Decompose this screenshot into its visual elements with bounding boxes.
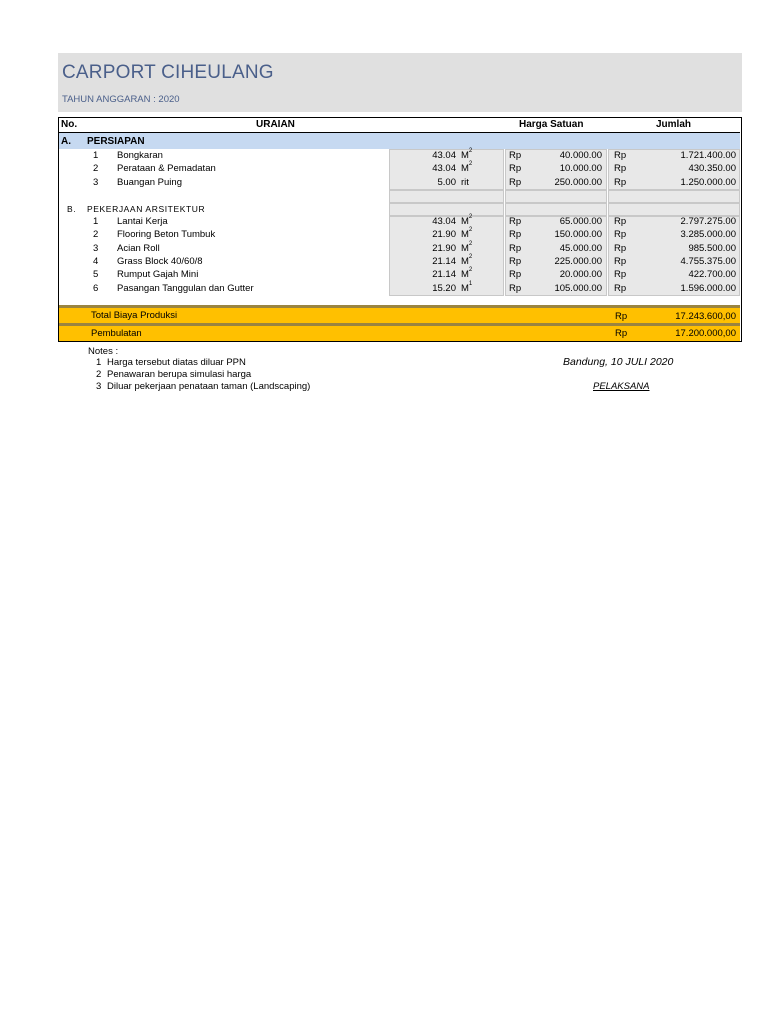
row-item: Bongkaran (117, 150, 163, 161)
note-number: 3 (96, 381, 102, 392)
row-number: 5 (93, 269, 99, 281)
row-price-rp: Rp (509, 150, 522, 161)
row-number: 1 (93, 216, 99, 227)
row-price: 40.000.00 (559, 150, 602, 161)
row-item: Pasangan Tanggulan dan Gutter (117, 282, 254, 294)
row-qty: 43.04 (432, 216, 456, 227)
row-unit: $M^2$ (461, 227, 473, 241)
table-row (59, 242, 740, 255)
cell-background (389, 190, 504, 203)
row-unit: $M^1$ (461, 280, 473, 294)
row-qty: 5.00 (437, 176, 456, 188)
pelaksana-label: PELAKSANA (593, 381, 650, 392)
row-unit: $M^2$ (461, 214, 473, 227)
header-no: No. (61, 119, 78, 130)
row-total: 3.285.000.00 (680, 229, 736, 241)
row-qty: 21.90 (432, 229, 456, 241)
row-price-rp: Rp (509, 216, 522, 227)
pembulatan-value: 17.200.000,00 (675, 328, 736, 339)
note-text: Harga tersebut diatas diluar PPN (107, 357, 246, 368)
row-unit: $M^2$ (461, 240, 473, 254)
note-text: Penawaran berupa simulasi harga (107, 369, 252, 380)
row-unit-superscript: 2 (468, 267, 473, 274)
row-number: 3 (93, 176, 99, 188)
row-unit-superscript: 2 (468, 161, 473, 168)
note-number: 2 (96, 369, 102, 380)
row-total-rp: Rp (614, 282, 627, 294)
row-item: Lantai Kerja (117, 216, 168, 227)
row-total: 4.755.375.00 (680, 255, 736, 267)
table-header (59, 118, 740, 133)
row-price-rp: Rp (509, 163, 522, 175)
row-number: 2 (93, 163, 99, 175)
pembulatan-label: Pembulatan (91, 328, 142, 339)
row-price-rp: Rp (509, 229, 522, 241)
cost-table (58, 117, 742, 342)
row-total: 1.250.000.00 (680, 176, 736, 188)
row-qty: 21.90 (432, 242, 456, 254)
row-price: 150.000.00 (554, 229, 602, 241)
row-unit: $M^2$ (461, 161, 473, 175)
row-price-rp: Rp (509, 269, 522, 281)
row-total-rp: Rp (614, 229, 627, 241)
row-qty: 21.14 (432, 269, 456, 281)
row-price: 20.000.00 (559, 269, 602, 281)
budget-year: TAHUN ANGGARAN : 2020 (62, 94, 180, 105)
row-total-rp: Rp (614, 242, 627, 254)
row-unit-superscript: 2 (468, 227, 473, 234)
row-qty: 43.04 (432, 163, 456, 175)
pembulatan-row (59, 326, 740, 341)
row-price-rp: Rp (509, 242, 522, 254)
row-unit: rit (461, 176, 469, 188)
row-total: 430.350.00 (688, 163, 736, 175)
row-total-rp: Rp (614, 216, 627, 227)
row-total: 1.721.400.00 (680, 150, 736, 161)
cell-background (608, 190, 740, 203)
row-price: 225.000.00 (554, 255, 602, 267)
row-price: 65.000.00 (559, 216, 602, 227)
row-item: Flooring Beton Tumbuk (117, 229, 216, 241)
row-price: 250.000.00 (554, 176, 602, 188)
row-unit: $M^2$ (461, 148, 473, 161)
row-number: 2 (93, 229, 99, 241)
note-text: Diluar pekerjaan penataan taman (Landscaping) (107, 381, 311, 392)
table-row (59, 268, 740, 281)
table-row (59, 228, 740, 241)
document-title: CARPORT CIHEULANG (62, 62, 274, 83)
total-rp: Rp (615, 311, 628, 322)
pembulatan-rp: Rp (615, 328, 628, 339)
row-number: 6 (93, 282, 99, 294)
row-total-rp: Rp (614, 269, 627, 281)
row-total-rp: Rp (614, 255, 627, 267)
row-unit-superscript: 2 (468, 214, 473, 220)
row-price: 10.000.00 (559, 163, 602, 175)
table-row (59, 282, 740, 295)
row-unit-superscript: 2 (468, 240, 473, 247)
row-unit: $M^2$ (461, 253, 473, 267)
row-price: 105.000.00 (554, 282, 602, 294)
section-b-code: B. (67, 204, 77, 214)
row-number: 1 (93, 150, 99, 161)
header-harga-satuan: Harga Satuan (519, 119, 584, 130)
table-row (59, 162, 740, 175)
row-total: 422.700.00 (688, 269, 736, 281)
row-item: Grass Block 40/60/8 (117, 255, 203, 267)
row-unit: $M^2$ (461, 267, 473, 281)
row-item: Buangan Puing (117, 176, 182, 188)
row-item: Acian Roll (117, 242, 160, 254)
row-qty: 15.20 (432, 282, 456, 294)
row-unit-superscript: 2 (468, 148, 473, 154)
row-price-rp: Rp (509, 282, 522, 294)
row-price-rp: Rp (509, 255, 522, 267)
row-number: 4 (93, 255, 99, 267)
table-row (59, 149, 740, 162)
section-b-title: PEKERJAAN ARSITEKTUR (87, 204, 206, 214)
header-uraian: URAIAN (256, 119, 295, 130)
row-price: 45.000.00 (559, 242, 602, 254)
row-total-rp: Rp (614, 150, 627, 161)
section-a-code: A. (61, 136, 71, 147)
document-header (58, 53, 742, 112)
table-row (59, 176, 740, 189)
row-total-rp: Rp (614, 176, 627, 188)
row-price-rp: Rp (509, 176, 522, 188)
total-label: Total Biaya Produksi (91, 310, 178, 321)
header-jumlah: Jumlah (656, 119, 692, 130)
row-qty: 43.04 (432, 150, 456, 161)
cell-background (505, 190, 607, 203)
row-item: Perataan & Pemadatan (117, 163, 216, 175)
notes-title: Notes : (88, 346, 119, 357)
row-number: 3 (93, 242, 99, 254)
row-unit-superscript: 1 (468, 280, 473, 287)
section-a-header (59, 133, 740, 149)
place-date: Bandung, 10 JULI 2020 (563, 356, 674, 368)
row-total-rp: Rp (614, 163, 627, 175)
row-item: Rumput Gajah Mini (117, 269, 199, 281)
section-a-title: PERSIAPAN (87, 136, 145, 147)
row-total: 1.596.000.00 (680, 282, 736, 294)
table-row (59, 215, 740, 228)
total-row (59, 308, 740, 323)
row-total: 2.797.275.00 (680, 216, 736, 227)
note-number: 1 (96, 357, 102, 368)
row-qty: 21.14 (432, 255, 456, 267)
row-total: 985.500.00 (688, 242, 736, 254)
total-value: 17.243.600,00 (675, 311, 736, 322)
row-unit-superscript: 2 (468, 253, 473, 260)
table-row (59, 255, 740, 268)
